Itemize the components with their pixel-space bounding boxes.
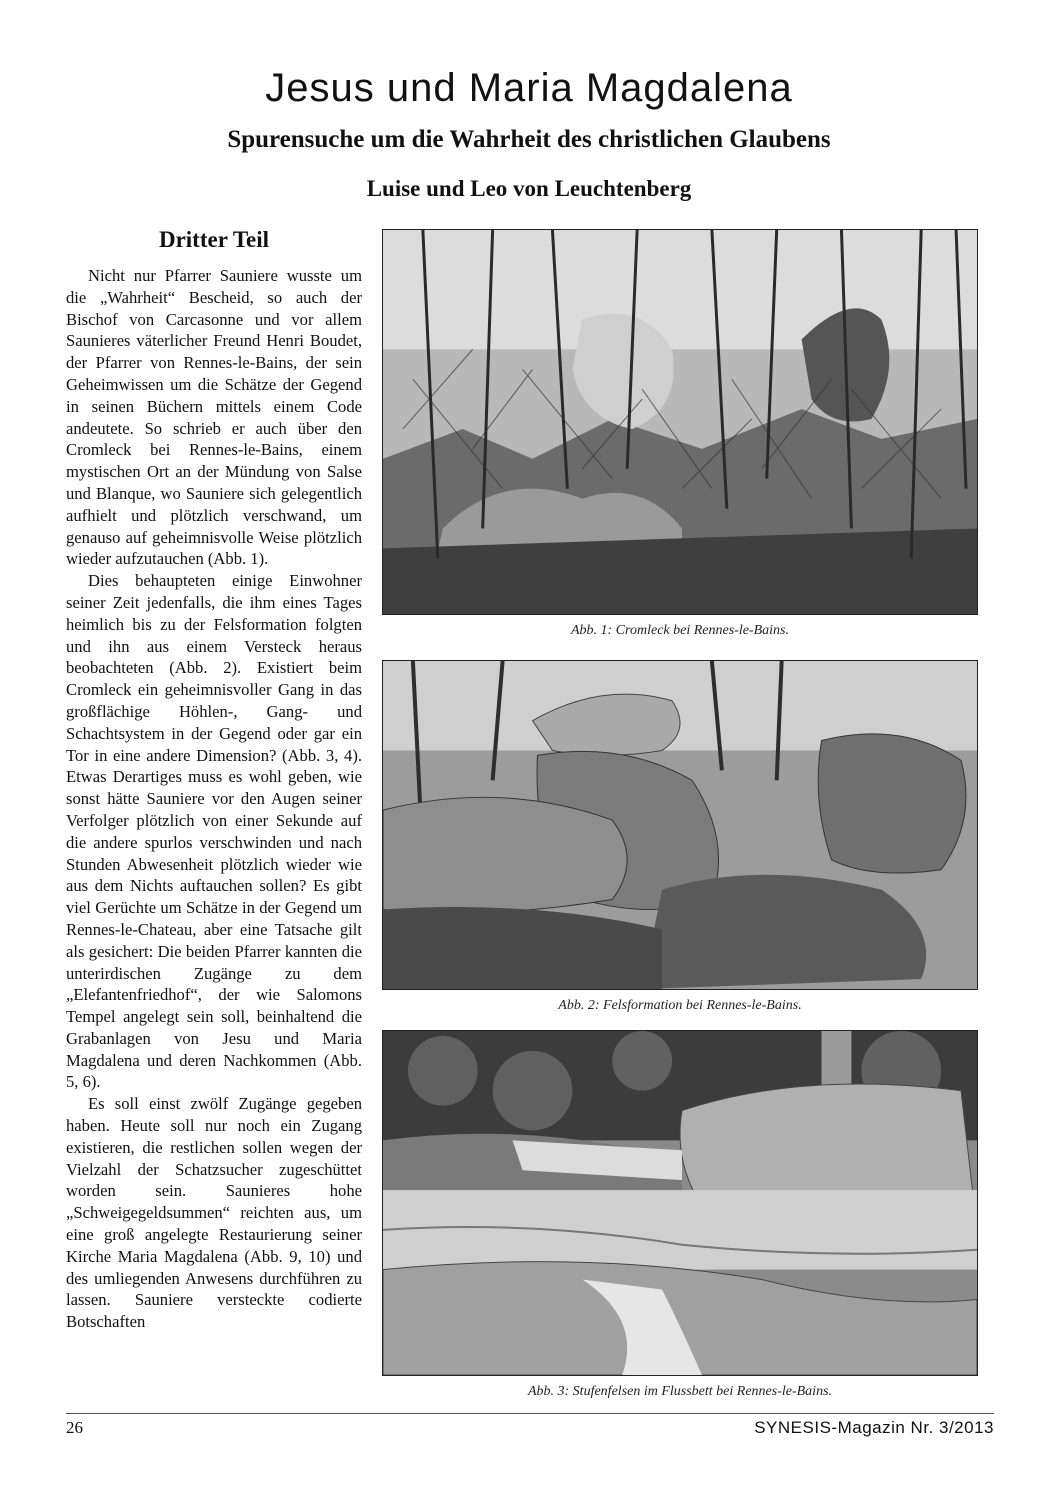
publication-name: SYNESIS-Magazin Nr. 3/2013 — [754, 1418, 994, 1437]
article-subtitle: Spurensuche um die Wahrheit des christlichen Glaubens — [227, 126, 831, 153]
figure-1-caption: Abb. 1: Cromleck bei Rennes-le-Bains. — [571, 623, 789, 638]
section-heading: Dritter Teil — [158, 227, 270, 252]
article-body — [66, 265, 362, 1333]
figure-1 — [382, 229, 978, 639]
figure-2 — [382, 660, 978, 1014]
body-paragraph-1: Nicht nur Pfarrer Sauniere wusste um die „Wahrheit“ Bescheid, so auch der Bischof von Carcasonne und vor allem Saunieres väterlicher Freund Henri Boudet, der Pfarrer von Rennes-le-Bains, der sein Geheimwissen um die Schätze der Gegend in seinen Büchern mittels einem Code andeutete. So schrieb er auch über den Cromleck bei Rennes-le-Bains, einem mystischen Ort an der Mündung von Salse und Blanque, wo Sauniere sich gelegentlich aufhielt und plötzlich verschwand, um genauso auf geheimnisvolle Weise plötzlich wieder aufzutauchen (Abb. 1). — [66, 266, 362, 569]
body-paragraph-2: Dies behaupteten einige Einwohner seiner Zeit jedenfalls, die ihm eines Tages heimlich bis zu der Felsformation folgten und ihn aus einem Versteck heraus beobachteten (Abb. 2). Existiert beim Cromleck ein geheimnisvoller Gang in das großflächige Höhlen-, Gang- und Schachtsystem in der Gegend oder gar ein Tor in eine andere Dimension? (Abb. 3, 4). Etwas Derartiges muss es wohl geben, wie sonst hätte Sauniere vor den Augen seiner Verfolger plötzlich von einer Sekunde auf die andere spurlos verschwinden und nach Stunden Abwesenheit plötzlich wieder wie aus dem Nichts auftauchen sollen? Es gibt viel Gerüchte um Schätze in der Gegend um Rennes-le-Chateau, aber eine Tatsache gilt als gesichert: Die beiden Pfarrer kannten die unterirdischen Zugänge zu dem „Elefantenfriedhof“, der wie Salomons Tempel angelegt sein soll, beinhaltend die Grabanlagen von Jesu und Maria Magdalena und deren Nachkommen (Abb. 5, 6). — [66, 571, 362, 1092]
cromleck-photo — [382, 229, 978, 615]
article-title: Jesus und Maria Magdalena — [265, 66, 793, 110]
figure-3-caption: Abb. 3: Stufenfelsen im Flussbett bei Rennes-le-Bains. — [527, 1384, 833, 1399]
figure-2-caption: Abb. 2: Felsformation bei Rennes-le-Bains. — [558, 998, 802, 1013]
footer-divider — [66, 1413, 994, 1414]
page-number: 26 — [66, 1418, 83, 1437]
article-authors: Luise und Leo von Leuchtenberg — [366, 176, 692, 201]
stufenfelsen-photo — [382, 1030, 978, 1376]
body-paragraph-3: Es soll einst zwölf Zugänge gegeben haben. Heute soll nur noch ein Zugang existieren, die restlichen sollen wegen der Vielzahl der Schatzsucher zugeschüttet worden sein. Saunieres hohe „Schweigegeldsummen“ reichten aus, um eine groß angelegte Restaurierung seiner Kirche Maria Magdalena (Abb. 9, 10) und des umliegenden Anwesens durchführen zu lassen. Sauniere versteckte codierte Botschaften — [66, 1094, 362, 1332]
felsformation-photo — [382, 660, 978, 990]
figure-3 — [382, 1030, 978, 1400]
